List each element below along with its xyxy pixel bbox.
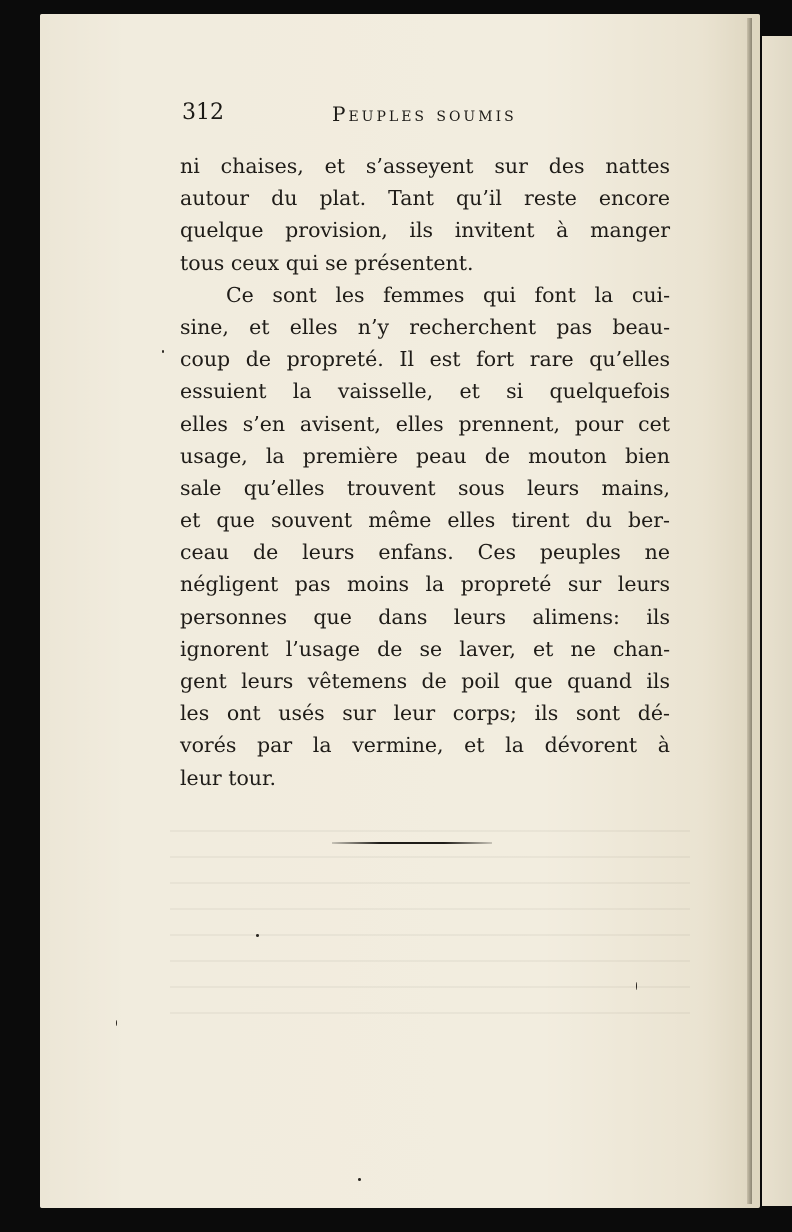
text-line: gent leurs vêtemens de poil que quand ils (180, 669, 670, 693)
text-line: autour du plat. Tant qu’il reste encore (180, 186, 670, 211)
show-through-text (170, 830, 690, 1030)
text-line: vorés par la vermine, et la dévorent à (180, 733, 670, 758)
text-line: tous ceux qui se présentent. (180, 250, 474, 275)
paper-speck (116, 1020, 117, 1026)
page-gutter-shadow (747, 18, 752, 1204)
paper-speck (162, 350, 164, 353)
page-number: 312 (182, 100, 224, 125)
text-line: ignorent l’usage de se laver, et ne chan- (180, 636, 670, 661)
text-line: coup de propreté. Il est fort rare qu’elles (180, 347, 670, 372)
text-line: quelque provision, ils invitent à manger (180, 218, 670, 243)
paper-speck (358, 1178, 361, 1181)
text-line: leur tour. (180, 765, 277, 790)
text-line: négligent pas moins la propreté sur leurs (180, 572, 670, 597)
text-line: ni chaises, et s’asseyent sur des nattes (180, 154, 670, 178)
text-line: essuient la vaisselle, et si quelquefois (180, 379, 670, 404)
text-line: sine, et elles n’y recherchent pas beau- (180, 314, 670, 339)
paper-speck (636, 982, 637, 990)
text-line: usage, la première peau de mouton bien (180, 443, 670, 468)
text-line: personnes que dans leurs alimens: ils (180, 604, 670, 629)
running-head: Peuples soumis (332, 102, 517, 126)
page-header (182, 100, 552, 134)
paper-speck (256, 934, 259, 937)
text-line: sale qu’elles trouvent sous leurs mains, (180, 475, 670, 500)
text-line: elles s’en avisent, elles prennent, pour cet (180, 411, 670, 436)
section-divider-rule (332, 842, 492, 844)
text-line: et que souvent même elles tirent du ber- (180, 508, 670, 533)
text-line: Ce sont les femmes qui font la cui- (226, 282, 670, 307)
text-line: ceau de leurs enfans. Ces peuples ne (180, 540, 670, 565)
facing-page-edge (762, 36, 792, 1206)
body-text (180, 150, 670, 794)
text-line: les ont usés sur leur corps; ils sont dé- (180, 701, 670, 726)
